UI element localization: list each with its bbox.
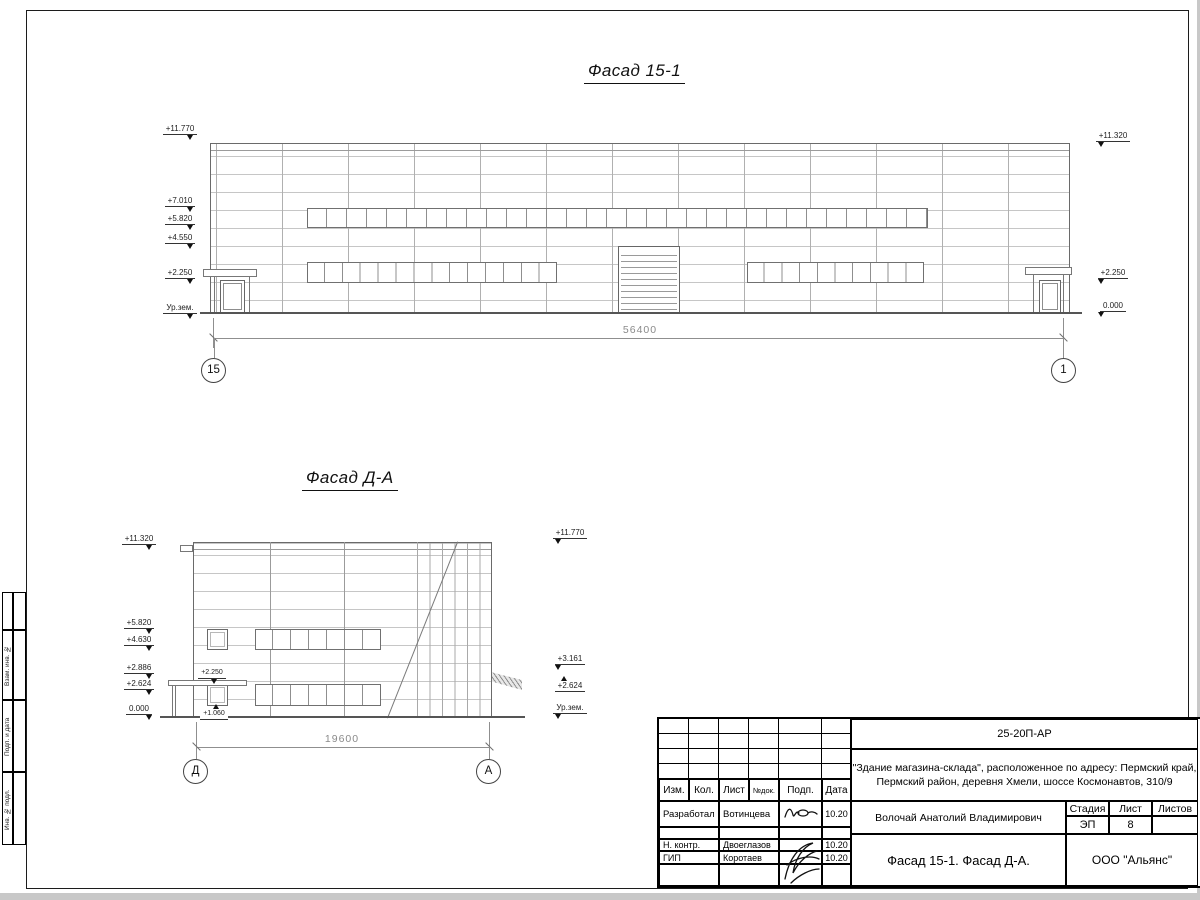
upper-single-window <box>207 629 228 650</box>
col-list: Лист <box>719 779 749 801</box>
elevation-mark: 0.000 <box>1086 301 1140 317</box>
sheet-value: 8 <box>1109 816 1152 834</box>
chief-name-cell: Волочай Анатолий Владимирович <box>851 801 1066 834</box>
revision-header <box>659 779 851 801</box>
col-ndok: №док. <box>749 779 779 801</box>
sheet-label: Лист <box>1109 801 1152 816</box>
axis-leader <box>489 747 490 759</box>
dimension-line <box>213 338 1063 339</box>
window-mark-bottom: +1.060 <box>195 704 233 720</box>
axis-bubble-1: 1 <box>1051 358 1076 383</box>
empty-cell <box>719 864 779 886</box>
col-podp: Подп. <box>779 779 822 801</box>
porch-side <box>1063 275 1064 313</box>
doc-number-cell: 25-20П-АР <box>851 719 1198 749</box>
project-address-cell <box>851 749 1198 801</box>
side-label: Инв. № подл. <box>4 789 11 830</box>
axis-leader <box>196 747 197 759</box>
lower-window-band <box>255 684 381 706</box>
right-canopy <box>1025 267 1072 275</box>
ground-line <box>200 312 1082 314</box>
name-gip: Коротаев <box>719 851 779 864</box>
right-canopy <box>492 670 522 690</box>
side-cell <box>2 772 13 845</box>
side-cell <box>13 772 26 845</box>
role-ncontr: Н. контр. <box>659 839 719 851</box>
porch-side <box>1033 275 1034 313</box>
dimension-line <box>196 747 489 748</box>
elevation-mark: +5.820 <box>112 618 166 634</box>
lower-single-window <box>207 684 228 706</box>
sheets-value <box>1152 816 1198 834</box>
elevation-mark: +11.320 <box>112 534 166 550</box>
parapet-line <box>211 150 1069 151</box>
elevation-mark: +2.250 <box>1086 268 1140 284</box>
side-cell <box>2 592 13 630</box>
signature-developed <box>782 803 820 823</box>
role-gip: ГИП <box>659 851 719 864</box>
project-line1: "Здание магазина-склада", расположенное по адресу: Пермский край, <box>852 762 1197 774</box>
elevation-mark: +11.770 <box>543 528 597 544</box>
porch-side <box>249 277 250 313</box>
date-developed: 10.20 <box>822 801 851 827</box>
left-canopy <box>203 269 257 277</box>
col-izm: Изм. <box>659 779 689 801</box>
title-block <box>657 717 1200 888</box>
side-cell <box>2 630 13 700</box>
upper-window-band <box>307 208 928 228</box>
side-cell <box>13 700 26 772</box>
side-label: Взам. инв. № <box>4 645 11 687</box>
curtain-wall-grid <box>417 543 491 717</box>
side-cell <box>2 700 13 772</box>
signature-gip <box>777 835 825 887</box>
empty-cell <box>822 864 851 886</box>
elevation-mark: Ур.зем. <box>153 303 207 319</box>
col-data: Дата <box>822 779 851 801</box>
date-gip: 10.20 <box>822 851 851 864</box>
dimension-text: 19600 <box>324 733 360 745</box>
company-cell: ООО "Альянс" <box>1066 834 1198 886</box>
empty-cell <box>822 827 851 839</box>
side-cell <box>13 592 26 630</box>
elevation-mark: +4.630 <box>112 635 166 651</box>
upper-window-band <box>255 629 381 650</box>
right-entrance-door <box>1039 280 1061 313</box>
col-kol: Кол. <box>689 779 719 801</box>
elevation-mark: +11.320 <box>1086 131 1140 147</box>
roof-ledge <box>180 545 193 552</box>
elevation-mark: +11.770 <box>153 124 207 140</box>
axis-leader <box>214 338 215 358</box>
elevation-mark: 0.000 <box>112 704 166 720</box>
facade1-drawing <box>210 143 1070 318</box>
empty-cell <box>659 864 719 886</box>
elevation-mark: +2.624 <box>543 676 597 692</box>
axis-bubble-a: А <box>476 759 501 784</box>
porch-side <box>214 277 215 313</box>
side-cell <box>13 630 26 700</box>
facade2-drawing <box>185 537 495 722</box>
stage-label: Стадия <box>1066 801 1109 816</box>
frame-bottom <box>26 888 1188 889</box>
side-label: Подп. и дата <box>4 717 11 757</box>
elevation-mark: +3.161 <box>543 654 597 670</box>
frame-top <box>26 10 1188 11</box>
drawing-title-cell: Фасад 15-1. Фасад Д-А. <box>851 834 1066 886</box>
name-ncontr: Двоеглазов <box>719 839 779 851</box>
facade1-title: Фасад 15-1 <box>584 61 685 84</box>
project-line2: Пермский район, деревня Хмели, шоссе Космонавтов, 310/9 <box>876 776 1173 788</box>
sheets-label: Листов <box>1152 801 1198 816</box>
elevation-mark: +2.250 <box>153 268 207 284</box>
frame-left <box>26 10 27 888</box>
canopy-post <box>172 686 176 716</box>
left-entrance-door <box>220 280 245 313</box>
empty-cell <box>659 827 719 839</box>
axis-bubble-15: 15 <box>201 358 226 383</box>
role-developed: Разработал <box>659 801 719 827</box>
elevation-mark: +4.550 <box>153 233 207 249</box>
elevation-mark: Ур.зем. <box>543 703 597 719</box>
dimension-text: 56400 <box>622 324 658 336</box>
stage-value: ЭП <box>1066 816 1109 834</box>
elevation-mark: +5.820 <box>153 214 207 230</box>
revision-grid <box>659 719 851 779</box>
sectional-gate <box>618 246 680 313</box>
window-mark-top: +2.250 <box>193 668 231 684</box>
empty-cell <box>719 827 779 839</box>
elevation-mark: +2.886 <box>112 663 166 679</box>
facade2-title: Фасад Д-А <box>302 468 398 491</box>
name-developed: Вотинцева <box>719 801 779 827</box>
elevation-mark: +2.624 <box>112 679 166 695</box>
axis-bubble-d: Д <box>183 759 208 784</box>
elevation-mark: +7.010 <box>153 196 207 212</box>
lower-right-window-band <box>747 262 924 283</box>
axis-leader <box>1063 338 1064 358</box>
lower-left-window-band <box>307 262 557 283</box>
date-ncontr: 10.20 <box>822 839 851 851</box>
